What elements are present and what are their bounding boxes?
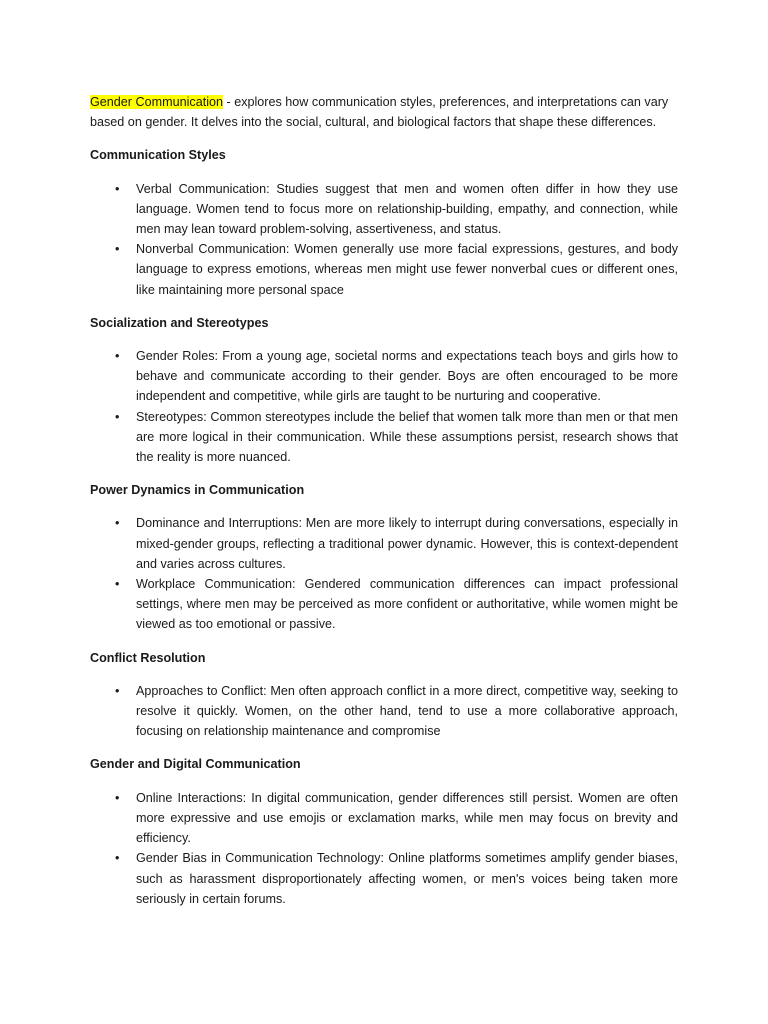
list-item-text: Stereotypes: Common stereotypes include the belief that women talk more than men or that men are more logical in their communication. While these assumptions persist, research shows that the reality is more nuanced. — [136, 409, 678, 465]
bullet-list-power-dynamics — [90, 513, 678, 634]
list-item-text: Gender Bias in Communication Technology: Online platforms sometimes amplify gender biases, such as harassment disproportionately affecting women, or men's voices being taken more seriously in certain forums. — [136, 851, 678, 906]
bullet-icon: • — [115, 790, 120, 805]
list-item-text: Nonverbal Communication: Women generally use more facial expressions, gestures, and body language to express emotions, whereas men might use fewer nonverbal cues or different ones, like maintaining more personal space — [136, 242, 678, 297]
list-item-text: Approaches to Conflict: Men often approach conflict in a more direct, competitive way, seeking to resolve it quickly. Women, on the other hand, tend to use a more collaborative approach, focusing on relationship maintenance and compromise — [136, 683, 678, 739]
list-item — [90, 574, 678, 635]
bullet-icon: • — [115, 349, 120, 364]
section-heading-digital-communication: Gender and Digital Communication — [90, 757, 301, 772]
section-heading-power-dynamics: Power Dynamics in Communication — [90, 483, 305, 498]
bullet-list-communication-styles — [90, 179, 678, 300]
list-item-text: Online Interactions: In digital communication, gender differences still persist. Women are often more expressive and use emojis or exclamation marks, while men may focus on brevity and efficiency. — [136, 790, 678, 846]
list-item — [90, 513, 678, 574]
list-item — [90, 788, 678, 849]
list-item — [90, 848, 678, 909]
list-item-text: Gender Roles: From a young age, societal norms and expectations teach boys and girls how to behave and communicate according to their gender. Boys are often encouraged to be more independent and competitive, while girls are taught to be nurturing and cooperative. — [136, 349, 678, 404]
bullet-icon: • — [115, 242, 120, 257]
list-item-text: Verbal Communication: Studies suggest that men and women often differ in how they use language. Women tend to focus more on relationship-building, empathy, and connection, while men may lean toward problem-solving, assertiveness, and status. — [136, 181, 678, 237]
bullet-icon: • — [115, 409, 120, 424]
list-item — [90, 681, 678, 742]
list-item — [90, 346, 678, 407]
bullet-icon: • — [115, 181, 120, 196]
document-page — [90, 92, 678, 922]
bullet-icon: • — [115, 577, 120, 592]
bullet-list-conflict-resolution — [90, 681, 678, 742]
bullet-icon: • — [115, 516, 120, 531]
bullet-icon: • — [115, 851, 120, 866]
bullet-list-digital-communication — [90, 788, 678, 909]
list-item — [90, 179, 678, 240]
list-item — [90, 407, 678, 468]
highlighted-term: Gender Communication — [90, 95, 223, 109]
section-heading-conflict-resolution: Conflict Resolution — [90, 650, 206, 665]
list-item-text: Workplace Communication: Gendered communication differences can impact professional settings, where men may be perceived as more confident or authoritative, while women might be viewed as too emotional or passive. — [136, 577, 678, 632]
section-heading-socialization: Socialization and Stereotypes — [90, 315, 269, 330]
intro-text: - explores how communication styles, preferences, and interpretations can vary based on gender. It delves into the social, cultural, and biological factors that shape these differences. — [90, 95, 669, 130]
list-item — [90, 239, 678, 300]
list-item-text: Dominance and Interruptions: Men are more likely to interrupt during conversations, especially in mixed-gender groups, reflecting a traditional power dynamic. However, this is context-dependent and varies across cultures. — [136, 516, 678, 571]
bullet-list-socialization — [90, 346, 678, 467]
section-heading-communication-styles: Communication Styles — [90, 148, 226, 163]
intro-paragraph — [90, 92, 678, 132]
bullet-icon: • — [115, 683, 120, 698]
